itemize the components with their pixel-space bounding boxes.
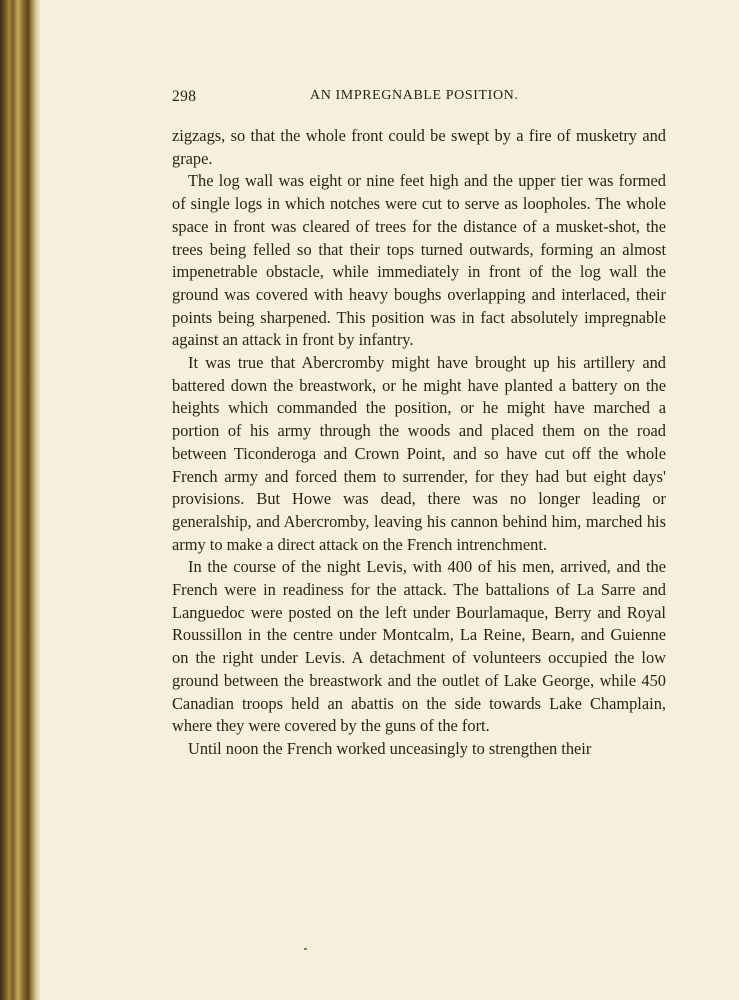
paragraph-night-levis: In the course of the night Levis, with 400 of his men, arrived, and the French were in readiness for the attack. The battalions of La Sarre and Languedoc were posted on the left under Bourlamaque, Berry and Royal Roussillon in the centre under Montcalm, La Reine, Bearn, and Guienne on the right under Levis. A detachment of volunteers occupied the low ground between the breastwork and the outlet of Lake George, while 450 Canadian troops held an abattis on the side towards Lake Champlain, where they were covered by the guns of the fort.: [172, 557, 666, 736]
body-text: [172, 125, 666, 761]
page-speck: [304, 948, 307, 950]
running-title: AN IMPREGNABLE POSITION.: [310, 88, 519, 103]
paragraph-continued: zigzags, so that the whole front could be swept by a fire of musketry and grape.: [172, 126, 666, 168]
paragraph-until-noon: Until noon the French worked unceasingly to strengthen their: [188, 738, 592, 758]
book-spine: [0, 0, 40, 1000]
page-number: 298: [172, 88, 197, 105]
paragraph-abercromby: It was true that Abercromby might have brought up his artillery and battered down the breastwork, or he might have planted a battery on the heights which commanded the position, or he might have marched a portion of his army through the woods and placed them on the road between Ticonderoga and Crown Point, and so have cut off the whole French army and forced them to surrender, for they had but eight days' provisions. But Howe was dead, there was no longer leading or generalship, and Abercromby, leaving his cannon behind him, marched his army to make a direct attack on the French intrenchment.: [172, 353, 666, 554]
paragraph-log-wall: The log wall was eight or nine feet high and the upper tier was formed of single logs in which notches were cut to serve as loopholes. The whole space in front was cleared of trees for the distance of a musket-shot, the trees being felled so that their tops turned outwards, forming an almost impenetrable obstacle, while immediately in front of the log wall the ground was covered with heavy boughs overlapping and interlaced, their points being sharpened. This position was in fact absolutely impregnable against an attack in front by infantry.: [172, 171, 666, 350]
running-header: [172, 88, 666, 112]
